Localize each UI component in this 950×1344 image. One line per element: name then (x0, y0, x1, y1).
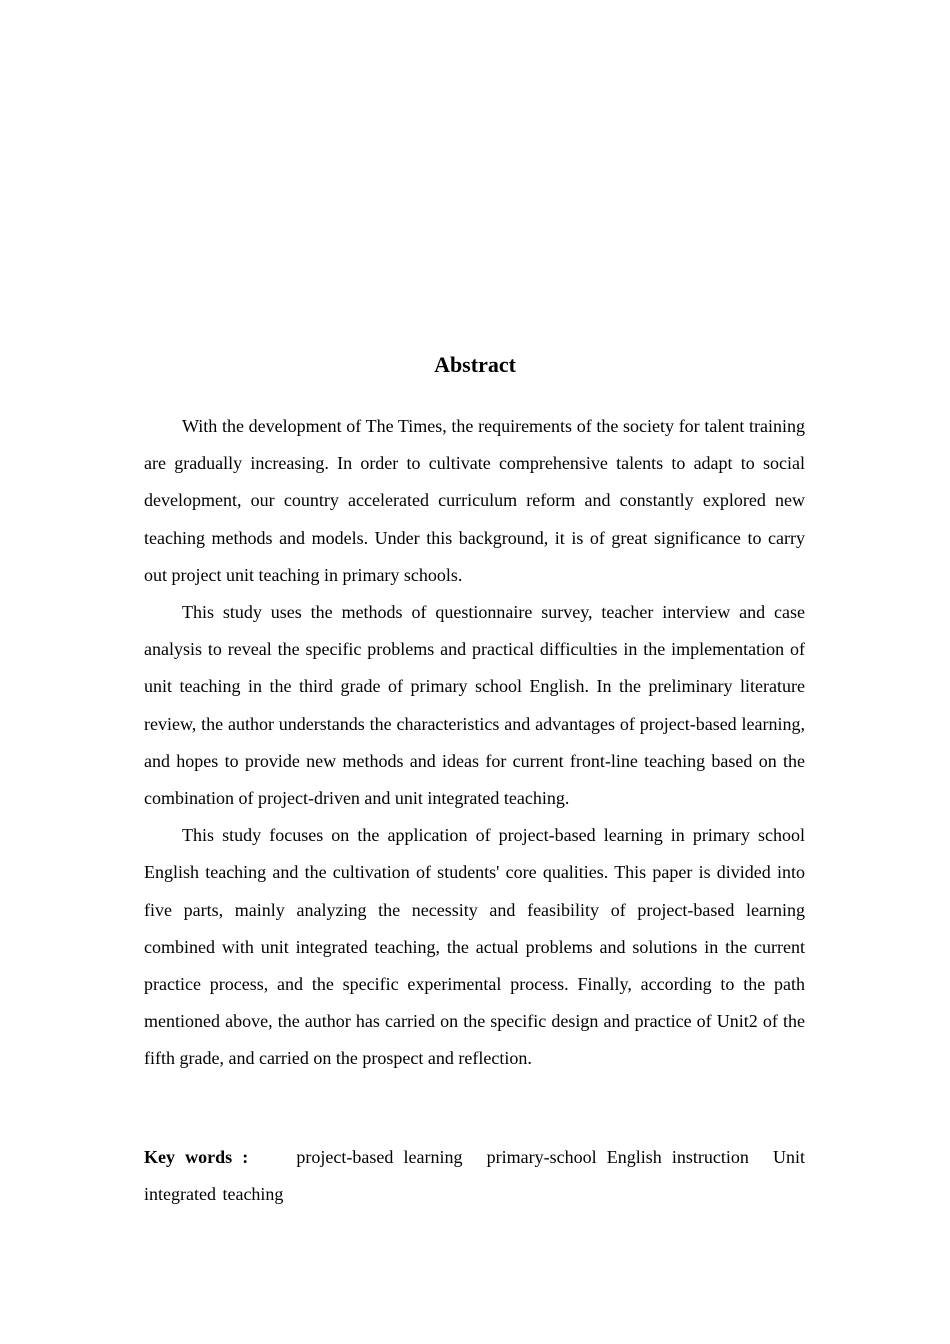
abstract-paragraph: This study focuses on the application of project-based learning in primary school English teaching and the cultivation of students' core qualities. This paper is divided into five parts, mainly analyzing the necessity and feasibility of project-based learning combined with unit integrated teaching, the actual problems and solutions in the current practice process, and the specific experimental process. Finally, according to the path mentioned above, the author has carried on the specific design and practice of Unit2 of the fifth grade, and carried on the prospect and reflection. (144, 825, 805, 1069)
keyword: Unit integrated teaching (144, 1147, 805, 1205)
keyword: primary-school English instruction (486, 1147, 749, 1167)
page-title: Abstract (434, 352, 516, 377)
abstract-body (144, 408, 805, 1078)
abstract-paragraph: With the development of The Times, the requirements of the society for talent training are gradually increasing. In order to cultivate comprehensive talents to adapt to social development, our country accelerated curriculum reform and constantly explored new teaching methods and models. Under this background, it is of great significance to carry out project unit teaching in primary schools. (144, 416, 805, 585)
keywords-label: Key words : (144, 1147, 249, 1167)
keywords-line (144, 1139, 805, 1213)
keyword: project-based learning (296, 1147, 463, 1167)
abstract-paragraph: This study uses the methods of questionnaire survey, teacher interview and case analysis to reveal the specific problems and practical difficulties in the implementation of unit teaching in the third grade of primary school English. In the preliminary literature review, the author understands the characteristics and advantages of project-based learning, and hopes to provide new methods and ideas for current front-line teaching based on the combination of project-driven and unit integrated teaching. (144, 602, 805, 809)
